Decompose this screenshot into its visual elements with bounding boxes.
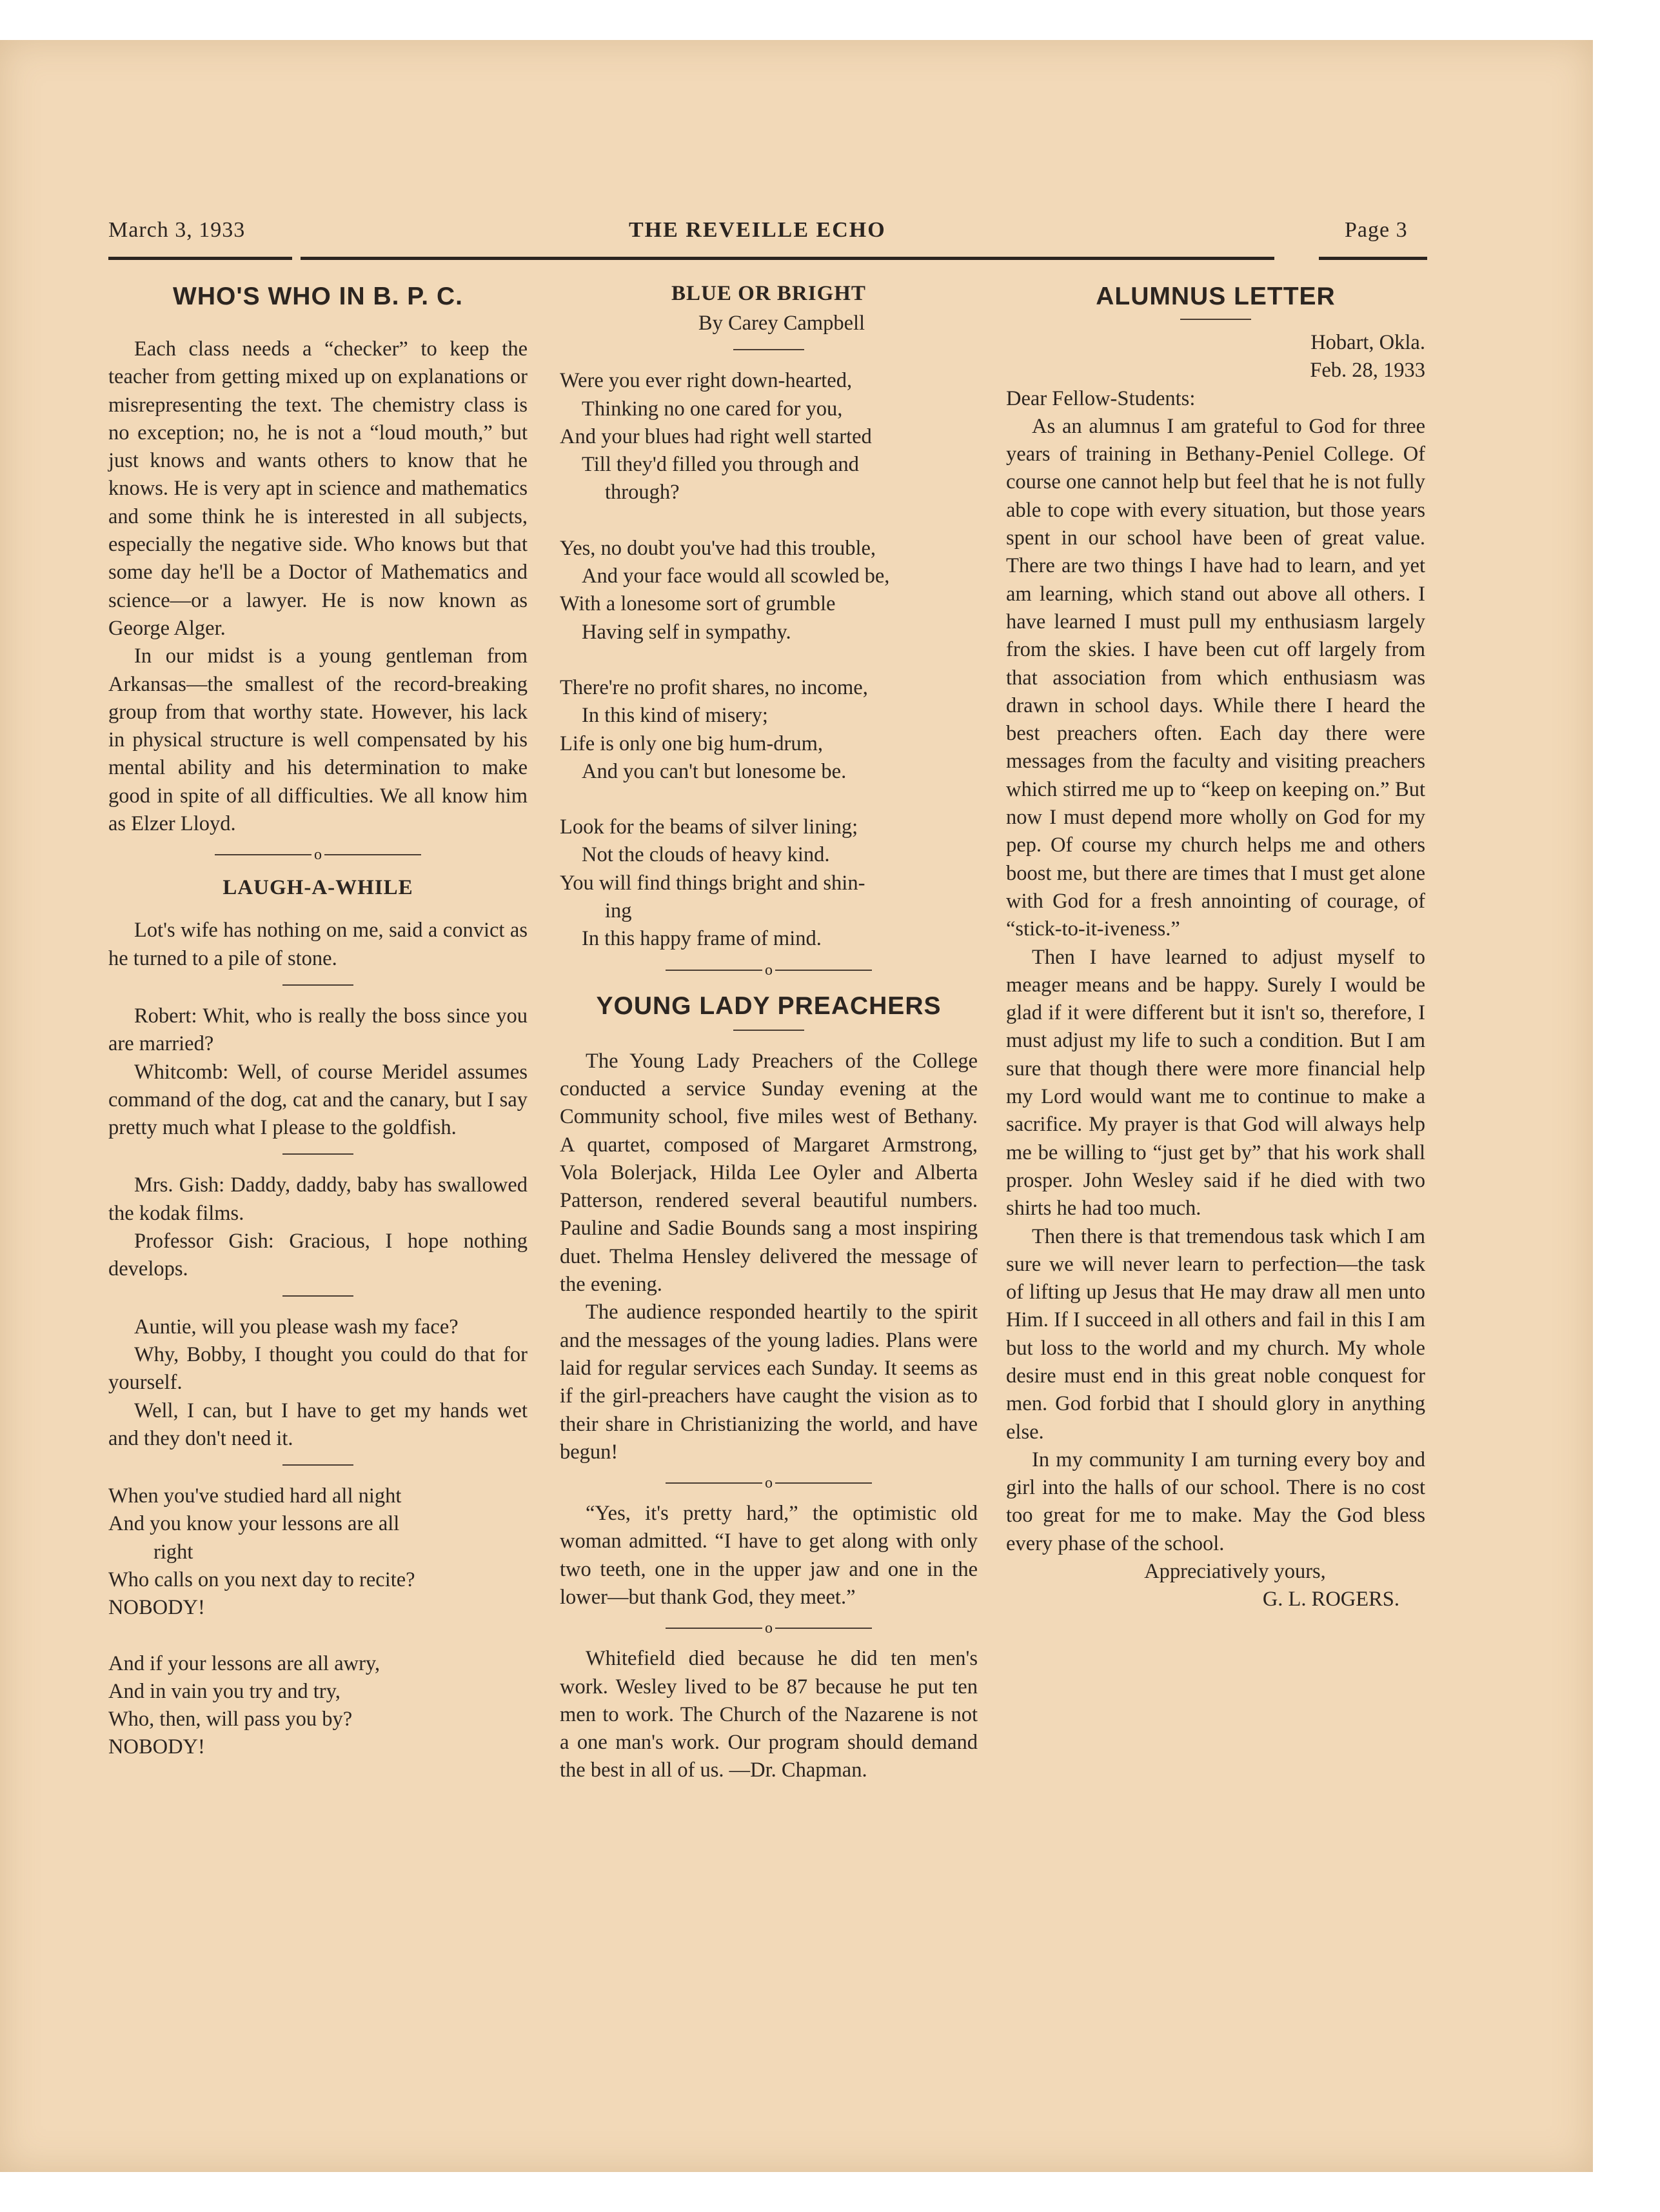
masthead-rule	[108, 257, 292, 260]
verse-line: And you know your lessons are all	[108, 1512, 400, 1536]
verse-line: Who, then, will pass you by?	[108, 1708, 353, 1731]
joke-text: Whitcomb: Well, of course Meridel assumes command of the dog, cat and the canary, but I say pretty much what I please to the goldfish.	[108, 1060, 528, 1140]
poem-line: Were you ever right down-hearted,	[560, 369, 853, 393]
joke-text: Lot's wife has nothing on me, said a convict as he turned to a pile of stone.	[108, 919, 528, 970]
issue-date: March 3, 1933	[108, 218, 246, 242]
section-divider: o	[560, 1620, 978, 1636]
joke-text: Mrs. Gish: Daddy, daddy, baby has swallowed the kodak films.	[108, 1173, 528, 1225]
newspaper-title: THE REVEILLE ECHO	[629, 218, 886, 242]
poem-line: Yes, no doubt you've had this trouble,	[560, 536, 876, 560]
poem-line: You will find things bright and shin-	[560, 871, 865, 895]
poem-body	[560, 367, 978, 953]
poem-divider	[733, 349, 804, 350]
letter-salutation: Dear Fellow-Students:	[1006, 386, 1196, 410]
verse-line: Who calls on you next day to recite?	[108, 1568, 415, 1591]
letter-paragraph: Then there is that tremendous task which I am sure we will never learn to perfection—the task of lifting up Jesus that He may draw all men unto Him. If I succeed in all others and fail in this I am but loss to the world and my church. My whole desire must end in this great noble conquest for men. God forbid that I should glory in anything else.	[1006, 1224, 1425, 1444]
preachers-heading: YOUNG LADY PREACHERS	[596, 991, 942, 1020]
alumnus-heading: ALUMNUS LETTER	[1096, 283, 1336, 310]
heading-divider	[733, 1030, 804, 1031]
whitefield-item: Whitefield died because he did ten men's work. Wesley lived to be 87 because he put ten men to work. The Church of the Nazarene is not a one man's work. Our program should demand the best in all of us. —Dr. Chapman.	[560, 1647, 978, 1782]
page-number: Page 3	[1345, 218, 1408, 242]
poem-line: Till they'd filled you through and	[582, 453, 859, 477]
whos-who-heading: WHO'S WHO IN B. P. C.	[173, 283, 463, 310]
section-divider: o	[108, 847, 528, 862]
poem-line: ing	[605, 899, 632, 923]
laugh-heading: LAUGH-A-WHILE	[222, 876, 413, 900]
column-left	[108, 277, 528, 1762]
poem-line: through?	[605, 481, 680, 504]
section-divider: o	[560, 962, 978, 978]
verse-line: When you've studied hard all night	[108, 1484, 402, 1508]
letter-closing: Appreciatively yours,	[1144, 1560, 1326, 1584]
poem-line: There're no profit shares, no income,	[560, 675, 868, 699]
joke-divider	[282, 984, 353, 986]
poem-byline: By Carey Campbell	[698, 312, 865, 335]
masthead-rule	[301, 257, 1274, 260]
joke-divider	[282, 1295, 353, 1297]
poem-line: Look for the beams of silver lining;	[560, 815, 858, 839]
verse-line: And in vain you try and try,	[108, 1679, 341, 1703]
joke-text: Auntie, will you please wash my face?	[134, 1315, 459, 1339]
poem-line: Thinking no one cared for you,	[582, 397, 843, 421]
joke-text: Well, I can, but I have to get my hands wet and they don't need it.	[108, 1399, 528, 1450]
section-divider: o	[560, 1475, 978, 1491]
poem-line: And you can't but lonesome be.	[582, 759, 847, 783]
poem-line: In this kind of misery;	[582, 704, 768, 728]
letter-paragraph: As an alumnus I am grateful to God for three years of training in Bethany-Peniel College. Of course one cannot help but feel that he is not fully able to cope with every situation, but those years spent in our school have been of great value. There are two things I have had to learn, and yet am learning, which stand out above all others. I have learned I must pull my enthusiasm largely from the skies. I have been cut off largely from that association from which enthusiasm was drawn in school days. While there I heard the best preachers often. Each day there were messages from the faculty and visiting preachers which stirred me up to “keep on keeping on.” But now I must depend more wholly on God for my pep. Of course my church helps me and others boost me, but there are times that I must get alone with God for a fresh annointing of courage, of “stick-to-it-iveness.”	[1006, 414, 1425, 941]
column-right	[1006, 277, 1425, 1614]
preachers-paragraph: The Young Lady Preachers of the College conducted a service Sunday evening at the Community school, five miles west of Bethany. A quartet, composed of Margaret Armstrong, Vola Bolerjack, Hilda Lee Oyler and Alberta Patterson, rendered several beautiful numbers. Pauline and Sadie Bounds sang a most inspiring duet. Thelma Hensley delivered the message of the evening.	[560, 1049, 978, 1297]
letter-signature: G. L. ROGERS.	[1262, 1588, 1399, 1611]
poem-line: Having self in sympathy.	[582, 620, 791, 644]
heading-divider	[1180, 319, 1251, 320]
joke-text: Why, Bobby, I thought you could do that for yourself.	[108, 1342, 528, 1395]
poem-line: Life is only one big hum-drum,	[560, 732, 823, 755]
poem-title: BLUE OR BRIGHT	[671, 282, 866, 305]
letter-place: Hobart, Okla.	[1310, 331, 1425, 354]
verse-line: NOBODY!	[108, 1735, 205, 1759]
preachers-paragraph: The audience responded heartily to the spirit and the messages of the young ladies. Plans were laid for regular services each Sunday. It seems as if the girl-preachers have caught the vision as to their share in Christianizing the world, and have begun!	[560, 1300, 978, 1464]
poem-line: In this happy frame of mind.	[582, 927, 822, 951]
joke-text: Robert: Whit, who is really the boss since you are married?	[108, 1004, 528, 1056]
poem-line: And your face would all scowled be,	[582, 564, 890, 588]
whos-who-paragraph: In our midst is a young gentleman from Arkansas—the smallest of the record-breaking group from that worthy state. However, his lack in physical structure is well compensated by his mental ability and his determination to make good in spite of all difficulties. We all know him as Elzer Lloyd.	[108, 644, 528, 836]
poem-line: Not the clouds of heavy kind.	[582, 843, 830, 867]
verse-line: And if your lessons are all awry,	[108, 1651, 380, 1675]
poem-line: With a lonesome sort of grumble	[560, 592, 836, 616]
teeth-item: “Yes, it's pretty hard,” the optimistic old woman admitted. “I have to get along with only two teeth, one in the upper jaw and one in the lower—but thank God, they meet.”	[560, 1502, 978, 1609]
verse-line: NOBODY!	[108, 1596, 205, 1620]
nobody-verse	[108, 1482, 528, 1762]
verse-line: right	[153, 1540, 193, 1564]
whos-who-paragraph: Each class needs a “checker” to keep the teacher from getting mixed up on explanations or misrepresenting the text. The chemistry class is no exception; no, he is not a “loud mouth,” but just knows and wants others to know that he knows. He is very apt in science and mathematics and some think he is interested in all subjects, especially the negative side. Who knows but that some day he'll be a Doctor of Mathematics and science—or a lawyer. He is now known as George Alger.	[108, 337, 528, 640]
letter-paragraph: In my community I am turning every boy and girl into the halls of our school. There is no cost too great for me to make. May the God bless every phase of the school.	[1006, 1448, 1425, 1555]
letter-paragraph: Then I have learned to adjust myself to meager means and be happy. Surely I would be glad if it were different but it isn't so, therefore, I must adjust my life to such a condition. But I am sure that though there were more financial help my Lord would want me to continue to make a sacrifice. My prayer is that God will always help me be willing to “just get by” that his work shall prosper. John Wesley said if he died with two shirts he had too much.	[1006, 945, 1425, 1221]
joke-text: Professor Gish: Gracious, I hope nothing develops.	[108, 1230, 528, 1281]
column-middle	[560, 277, 978, 1785]
poem-line: And your blues had right well started	[560, 424, 872, 448]
masthead-rule	[1319, 257, 1427, 260]
joke-divider	[282, 1464, 353, 1466]
joke-divider	[282, 1153, 353, 1155]
letter-date: Feb. 28, 1933	[1310, 359, 1425, 383]
